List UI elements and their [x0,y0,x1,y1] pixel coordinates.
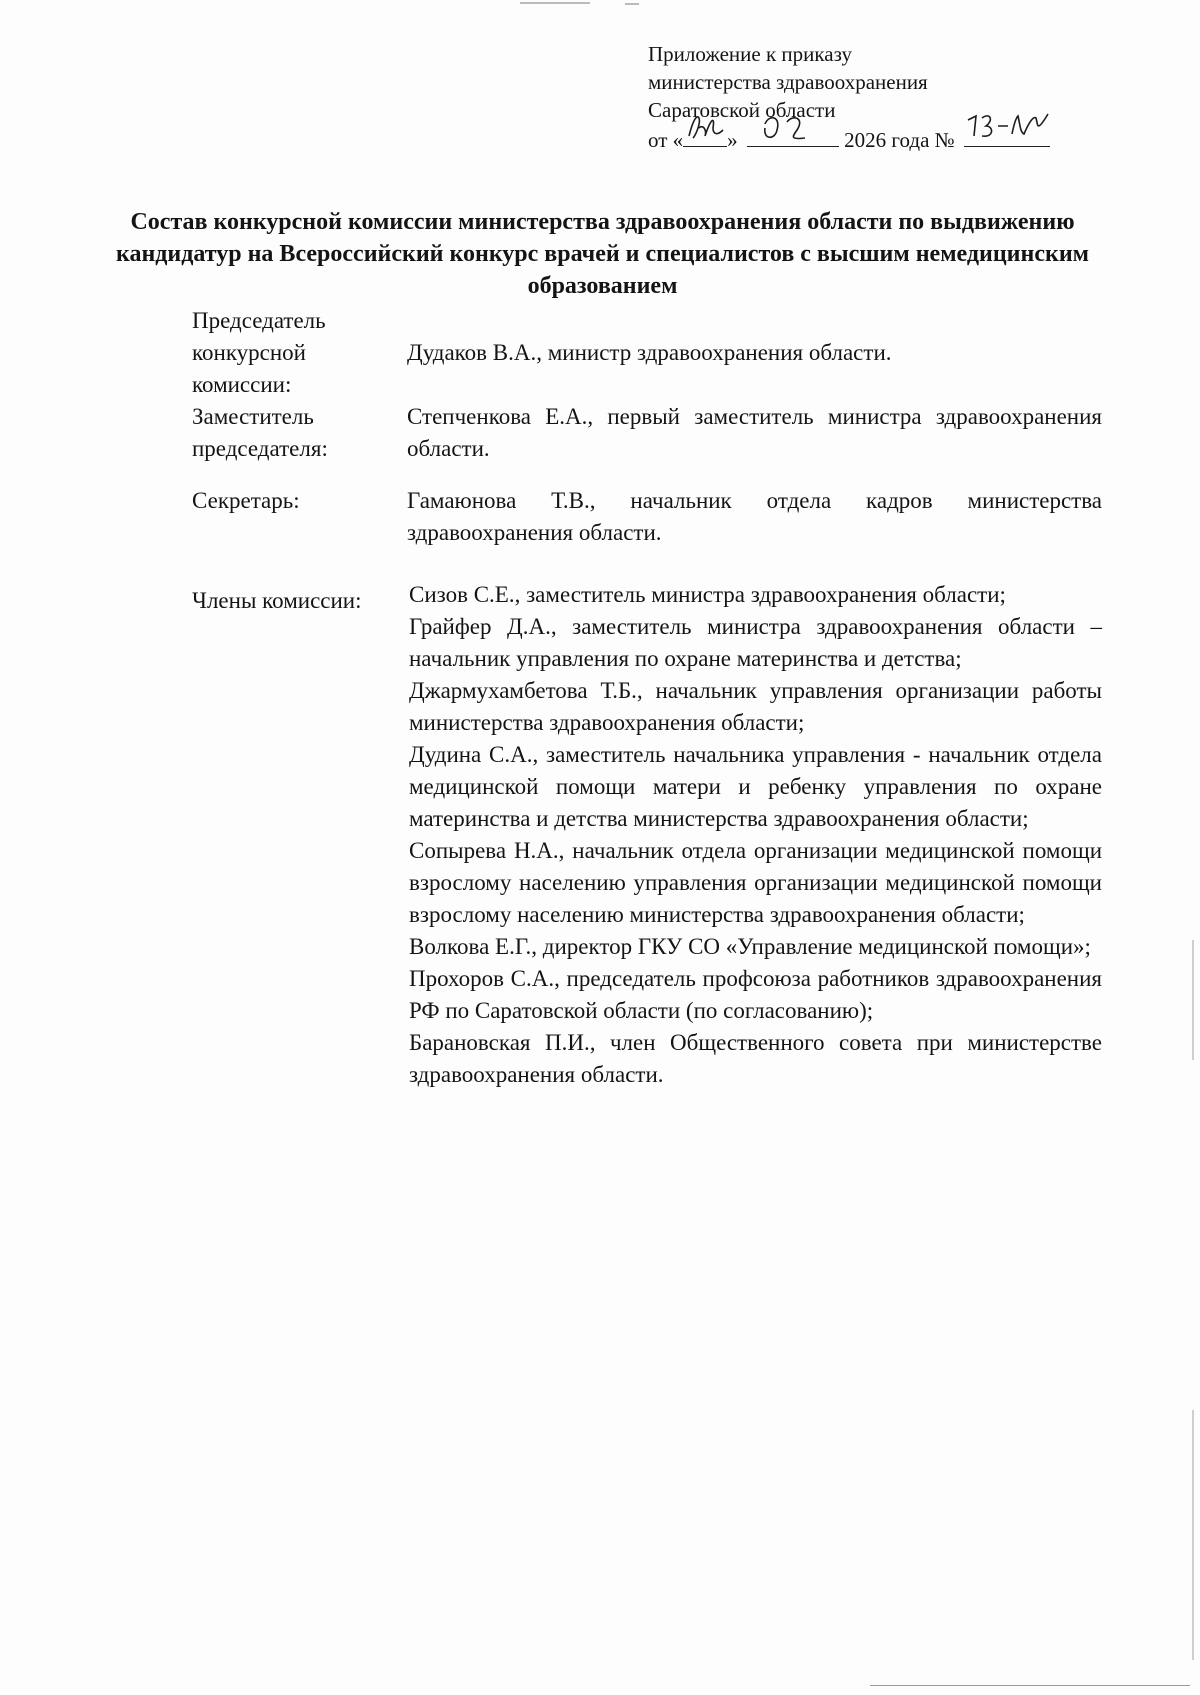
member-item: Барановская П.И., член Общественного совета при министерстве здравоохранения области. [409,1030,1102,1087]
annex-line-3: Саратовской области [648,98,836,122]
annex-line-1: Приложение к приказу [648,42,852,66]
document-title: Состав конкурсной комиссии министерства здравоохранения области по выдвижению кандидатур на Всероссийский конкурс врачей и специалистов с высшим немедицинским образованием [116,209,1089,299]
chairman-role: Председатель конкурсной комиссии: [192,308,326,397]
deputy-role: Заместитель председателя: [192,404,328,461]
members-list [409,579,1102,1091]
member-item: Сопырева Н.А., начальник отдела организации медицинской помощи взрослому населению управления организации медицинской помощи взрослому населению министерства здравоохранения области; [409,838,1102,927]
member-item: Волкова Е.Г., директор ГКУ СО «Управление медицинской помощи»; [409,934,1091,959]
member-item: Грайфер Д.А., заместитель министра здравоохранения области – начальник управления по охране материнства и детства; [409,614,1102,671]
chairman-text: Дудаков В.А., министр здравоохранения области. [407,340,892,365]
scan-speck [625,3,639,5]
members-role: Члены комиссии: [192,588,362,613]
member-item: Сизов С.Е., заместитель министра здравоохранения области; [409,582,1006,607]
secretary-role: Секретарь: [192,488,300,513]
date-prefix: от « [648,128,684,152]
deputy-text: Степченкова Е.А., первый заместитель министра здравоохранения области. [407,404,1102,461]
handwritten-month [747,110,839,144]
number-field [964,124,1050,147]
secretary-text: Гамаюнова Т.В., начальник отдела кадров министерства здравоохранения области. [407,488,1102,545]
date-mid: » [727,128,738,152]
annex-date-line [648,124,1050,154]
handwritten-number [964,110,1050,144]
scan-speck [870,1685,1190,1686]
day-field [683,124,727,147]
annex-line-2: министерства здравоохранения [648,70,928,94]
month-field [747,124,839,147]
scan-edge-mark [1192,1410,1194,1660]
year-text: 2026 года № [844,128,955,152]
annex-header [648,40,1050,154]
member-item: Прохоров С.А., председатель профсоюза работников здравоохранения РФ по Саратовской области (по согласованию); [409,966,1102,1023]
scan-speck [520,2,590,4]
handwritten-day [683,110,727,144]
member-item: Джармухамбетова Т.Б., начальник управления организации работы министерства здравоохранения области; [409,678,1102,735]
member-item: Дудина С.А., заместитель начальника управления - начальник отдела медицинской помощи матери и ребенку управления по охране материнства и детства министерства здравоохранения области; [409,742,1102,831]
scan-edge-mark [1192,940,1194,1060]
